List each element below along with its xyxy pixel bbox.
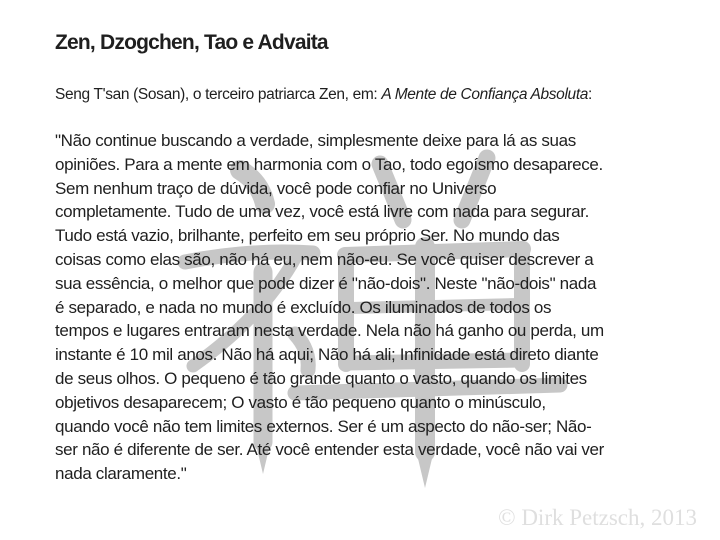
quote-line: ser não é diferente de ser. Até você entender esta verdade, você não vai ver	[55, 440, 604, 460]
quote-line: quando você não tem limites externos. Ser é um aspecto do não-ser; Não-	[55, 416, 592, 436]
quote-line: coisas como elas são, não há eu, nem não-eu. Se você quiser descrever a	[55, 249, 594, 269]
work-title: A Mente de Confiança Absoluta	[381, 86, 589, 103]
quote-line: de seus olhos. O pequeno é tão grande quanto o vasto, quando os limites	[55, 368, 587, 388]
quote-paragraph	[55, 129, 604, 486]
quote-line: tempos e lugares entraram nesta verdade. Nela não há ganho ou perda, um	[55, 321, 604, 341]
quote-line: completamente. Tudo de uma vez, você está livre com nada para segurar.	[55, 202, 589, 222]
quote-line: objetivos desaparecem; O vasto é tão pequeno quanto o minúsculo,	[55, 392, 546, 412]
quote-line: Tudo está vazio, brilhante, perfeito em seu próprio Ser. No mundo das	[55, 226, 560, 246]
attribution-suffix: :	[588, 86, 593, 103]
quote-line: opiniões. Para a mente em harmonia com o Tao, todo egoísmo desaparece.	[55, 154, 603, 174]
quote-line: nada claramente."	[55, 464, 187, 484]
quote-line: instante é 10 mil anos. Não há aqui; Não há ali; Infinidade está direto diante	[55, 345, 599, 365]
copyright-credit: © Dirk Petzsch, 2013	[498, 505, 697, 530]
quote-line: "Não continue buscando a verdade, simplesmente deixe para lá as suas	[55, 131, 576, 150]
quote-line: sua essência, o melhor que pode dizer é "não-dois". Neste "não-dois" nada	[55, 273, 597, 293]
attribution-prefix: Seng T'san (Sosan), o terceiro patriarca Zen, em:	[55, 86, 382, 103]
quote-line: Sem nenhum traço de dúvida, você pode confiar no Universo	[55, 178, 497, 198]
quote-line: é separado, e nada no mundo é excluído. Os iluminados de todos os	[55, 297, 552, 317]
attribution-line	[55, 86, 592, 104]
slide-title: Zen, Dzogchen, Tao e Advaita	[55, 31, 328, 54]
